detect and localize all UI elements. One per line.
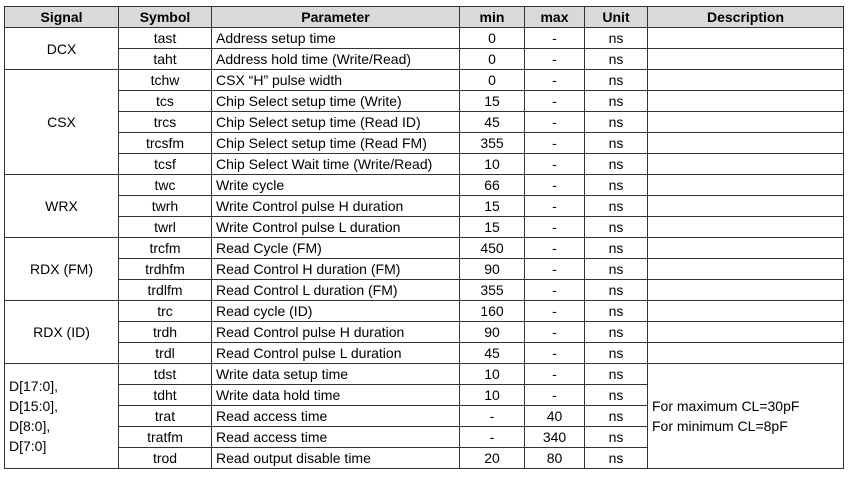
max-cell: -: [525, 364, 585, 385]
parameter-cell: Chip Select Wait time (Write/Read): [212, 154, 460, 175]
description-cell: [648, 112, 844, 133]
parameter-cell: Chip Select setup time (Read FM): [212, 133, 460, 154]
unit-cell: ns: [585, 133, 648, 154]
unit-cell: ns: [585, 280, 648, 301]
max-cell: -: [525, 154, 585, 175]
parameter-cell: Write data setup time: [212, 364, 460, 385]
max-cell: -: [525, 343, 585, 364]
max-cell: -: [525, 175, 585, 196]
description-cell: [648, 49, 844, 70]
parameter-cell: Read Control H duration (FM): [212, 259, 460, 280]
symbol-cell: trod: [119, 448, 212, 469]
header-max: max: [525, 7, 585, 28]
header-parameter: Parameter: [212, 7, 460, 28]
parameter-cell: Read Control L duration (FM): [212, 280, 460, 301]
description-cell: [648, 259, 844, 280]
symbol-cell: twc: [119, 175, 212, 196]
min-cell: 160: [460, 301, 525, 322]
description-cell: [648, 175, 844, 196]
parameter-cell: Write cycle: [212, 175, 460, 196]
parameter-cell: Write Control pulse H duration: [212, 196, 460, 217]
signal-cell: RDX (FM): [5, 238, 119, 301]
min-cell: 355: [460, 280, 525, 301]
signal-cell: RDX (ID): [5, 301, 119, 364]
min-cell: 15: [460, 196, 525, 217]
symbol-cell: tratfm: [119, 427, 212, 448]
unit-cell: ns: [585, 385, 648, 406]
parameter-cell: Read access time: [212, 406, 460, 427]
symbol-cell: trat: [119, 406, 212, 427]
parameter-cell: Write data hold time: [212, 385, 460, 406]
table-row: [5, 154, 844, 175]
symbol-cell: tchw: [119, 70, 212, 91]
symbol-cell: trc: [119, 301, 212, 322]
signal-cell: [5, 364, 119, 469]
header-symbol: Symbol: [119, 7, 212, 28]
unit-cell: ns: [585, 259, 648, 280]
max-cell: -: [525, 322, 585, 343]
unit-cell: ns: [585, 217, 648, 238]
table-body: [5, 28, 844, 469]
unit-cell: ns: [585, 448, 648, 469]
table-row: [5, 343, 844, 364]
description-cell: [648, 343, 844, 364]
description-cell: [648, 196, 844, 217]
min-cell: 15: [460, 217, 525, 238]
unit-cell: ns: [585, 112, 648, 133]
min-cell: 66: [460, 175, 525, 196]
header-min: min: [460, 7, 525, 28]
symbol-cell: trcfm: [119, 238, 212, 259]
description-cell: [648, 364, 844, 469]
header-unit: Unit: [585, 7, 648, 28]
description-cell: [648, 217, 844, 238]
unit-cell: ns: [585, 238, 648, 259]
min-cell: 0: [460, 28, 525, 49]
header-row: [5, 7, 844, 28]
parameter-cell: Read access time: [212, 427, 460, 448]
signal-cell: DCX: [5, 28, 119, 70]
description-cell: [648, 70, 844, 91]
max-cell: -: [525, 70, 585, 91]
unit-cell: ns: [585, 301, 648, 322]
header-description: Description: [648, 7, 844, 28]
min-cell: -: [460, 406, 525, 427]
table-row: [5, 49, 844, 70]
unit-cell: ns: [585, 343, 648, 364]
unit-cell: ns: [585, 406, 648, 427]
description-cell: [648, 91, 844, 112]
symbol-cell: tcsf: [119, 154, 212, 175]
symbol-cell: tcs: [119, 91, 212, 112]
symbol-cell: tdst: [119, 364, 212, 385]
table-row: [5, 196, 844, 217]
unit-cell: ns: [585, 91, 648, 112]
symbol-cell: trdh: [119, 322, 212, 343]
table-row: [5, 133, 844, 154]
unit-cell: ns: [585, 175, 648, 196]
min-cell: 0: [460, 70, 525, 91]
min-cell: 45: [460, 343, 525, 364]
table-row: [5, 238, 844, 259]
min-cell: 10: [460, 154, 525, 175]
description-line: For minimum CL=8pF: [652, 418, 788, 434]
min-cell: 355: [460, 133, 525, 154]
parameter-cell: Read output disable time: [212, 448, 460, 469]
unit-cell: ns: [585, 49, 648, 70]
table-row: [5, 28, 844, 49]
table-row: [5, 175, 844, 196]
min-cell: 0: [460, 49, 525, 70]
min-cell: 10: [460, 385, 525, 406]
parameter-cell: Chip Select setup time (Read ID): [212, 112, 460, 133]
max-cell: -: [525, 280, 585, 301]
parameter-cell: Read Control pulse H duration: [212, 322, 460, 343]
unit-cell: ns: [585, 196, 648, 217]
symbol-cell: trcsfm: [119, 133, 212, 154]
table-row: [5, 112, 844, 133]
unit-cell: ns: [585, 28, 648, 49]
unit-cell: ns: [585, 70, 648, 91]
symbol-cell: tast: [119, 28, 212, 49]
min-cell: 20: [460, 448, 525, 469]
unit-cell: ns: [585, 154, 648, 175]
table-row: [5, 280, 844, 301]
table-row: [5, 217, 844, 238]
min-cell: -: [460, 427, 525, 448]
symbol-cell: trdl: [119, 343, 212, 364]
min-cell: 90: [460, 322, 525, 343]
max-cell: -: [525, 133, 585, 154]
symbol-cell: trcs: [119, 112, 212, 133]
signal-line: D[7:0]: [9, 438, 47, 454]
min-cell: 10: [460, 364, 525, 385]
description-line: For maximum CL=30pF: [652, 398, 800, 414]
max-cell: 40: [525, 406, 585, 427]
table-row: [5, 322, 844, 343]
signal-line: D[15:0],: [9, 398, 59, 414]
parameter-cell: Address setup time: [212, 28, 460, 49]
parameter-cell: Address hold time (Write/Read): [212, 49, 460, 70]
signal-line: D[17:0],: [9, 378, 59, 394]
max-cell: 340: [525, 427, 585, 448]
symbol-cell: taht: [119, 49, 212, 70]
description-cell: [648, 280, 844, 301]
description-cell: [648, 154, 844, 175]
symbol-cell: twrh: [119, 196, 212, 217]
table-row: [5, 259, 844, 280]
table-row: [5, 301, 844, 322]
unit-cell: ns: [585, 322, 648, 343]
max-cell: -: [525, 49, 585, 70]
max-cell: -: [525, 196, 585, 217]
table-row: [5, 70, 844, 91]
parameter-cell: CSX “H” pulse width: [212, 70, 460, 91]
signal-cell: WRX: [5, 175, 119, 238]
description-cell: [648, 238, 844, 259]
description-cell: [648, 301, 844, 322]
min-cell: 90: [460, 259, 525, 280]
max-cell: -: [525, 91, 585, 112]
max-cell: -: [525, 28, 585, 49]
timing-table: [4, 6, 844, 469]
unit-cell: ns: [585, 364, 648, 385]
parameter-cell: Read Cycle (FM): [212, 238, 460, 259]
min-cell: 45: [460, 112, 525, 133]
description-cell: [648, 322, 844, 343]
max-cell: -: [525, 259, 585, 280]
max-cell: 80: [525, 448, 585, 469]
unit-cell: ns: [585, 427, 648, 448]
table-row: [5, 364, 844, 385]
symbol-cell: tdht: [119, 385, 212, 406]
max-cell: -: [525, 301, 585, 322]
signal-line: D[8:0],: [9, 418, 51, 434]
min-cell: 15: [460, 91, 525, 112]
parameter-cell: Chip Select setup time (Write): [212, 91, 460, 112]
parameter-cell: Write Control pulse L duration: [212, 217, 460, 238]
description-cell: [648, 133, 844, 154]
max-cell: -: [525, 112, 585, 133]
header-signal: Signal: [5, 7, 119, 28]
description-cell: [648, 28, 844, 49]
symbol-cell: trdhfm: [119, 259, 212, 280]
parameter-cell: Read Control pulse L duration: [212, 343, 460, 364]
symbol-cell: twrl: [119, 217, 212, 238]
parameter-cell: Read cycle (ID): [212, 301, 460, 322]
symbol-cell: trdlfm: [119, 280, 212, 301]
max-cell: -: [525, 385, 585, 406]
table-header: [5, 7, 844, 28]
table-row: [5, 91, 844, 112]
max-cell: -: [525, 238, 585, 259]
signal-cell: CSX: [5, 70, 119, 175]
max-cell: -: [525, 217, 585, 238]
min-cell: 450: [460, 238, 525, 259]
